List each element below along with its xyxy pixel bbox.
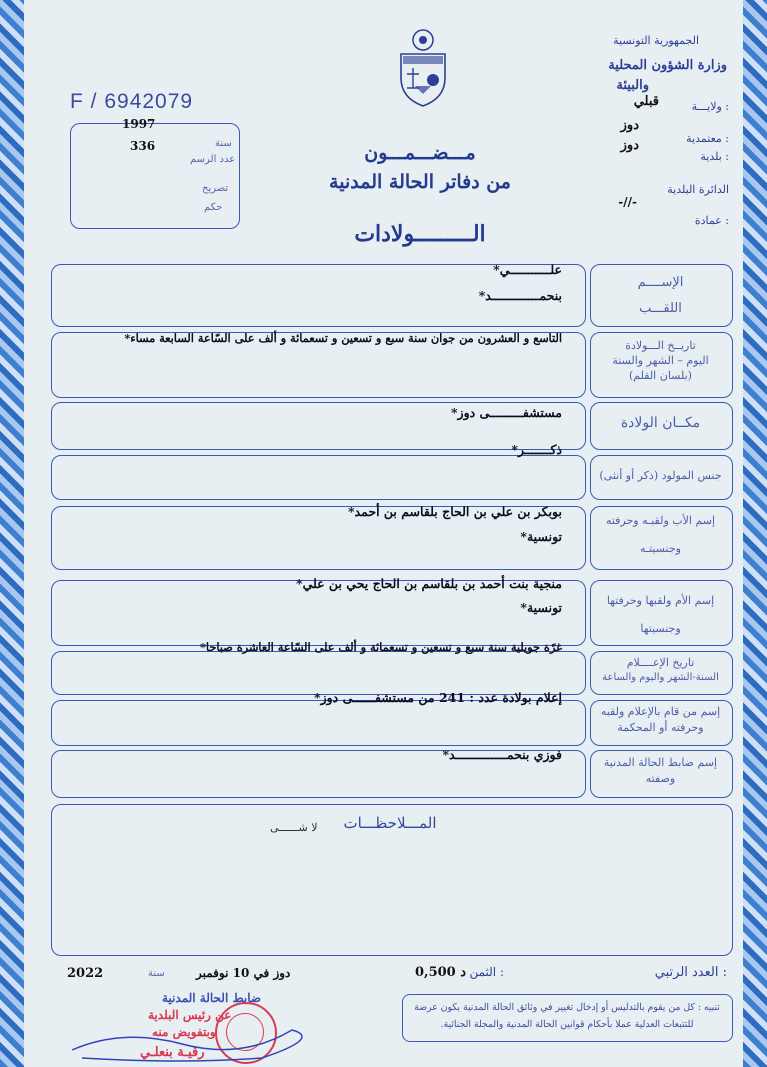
declaration-date-label: تاريخ الإعــــلام <box>626 656 695 669</box>
officer-value: فوزي بنحمــــــــــــــد* <box>442 747 562 762</box>
officer-label: إسم ضابط الحالة المدنية <box>603 756 718 769</box>
title-line-1: مـــضـــمـــون <box>364 142 476 164</box>
mother-nationality: تونسية* <box>520 600 562 615</box>
decorative-border-right <box>743 0 767 1067</box>
mother-value: منجية بنت أحمد بن بلقاسم بن الحاج يحي بن علي* <box>296 576 562 591</box>
birth-place-value: مستشفـــــــــى دوز* <box>451 405 562 420</box>
father-value: بوبكر بن علي بن الحاج بلقاسم بن أحمد* <box>348 504 562 519</box>
header-ministry: وزارة الشؤون المحلية <box>608 58 727 73</box>
daira-value: -//- <box>618 195 637 209</box>
surname-label: اللقـــب <box>639 301 682 316</box>
signature-line-2: وبتفويض منه <box>152 1025 216 1039</box>
title-line-3: الـــــــــولادات <box>354 221 486 247</box>
decorative-border-left <box>0 0 24 1067</box>
declarant-value: إعلام بولادة عدد : 241 من مستشفــــــى دوز* <box>314 690 562 705</box>
registry-ruling-label: حكم <box>204 202 223 213</box>
birth-date-label-2: اليوم – الشهر والسنة <box>612 354 709 367</box>
signature-name: رقيـة بنعلـي <box>140 1045 205 1060</box>
birth-place-label: مكــان الولادة <box>620 415 701 431</box>
wilaya-label: ولايـــة : <box>691 100 729 113</box>
sex-value: ذكـــــــر* <box>511 442 562 457</box>
father-label: إسم الأب ولقبـه وحرفته <box>605 514 716 527</box>
name-label: الإســــم <box>637 275 684 290</box>
daira-label: الدائرة البلدية <box>667 183 729 196</box>
motamadia-label: معتمدية : <box>686 132 729 145</box>
name-value: علـــــــــــي* <box>493 262 562 277</box>
declaration-date-label-2: السنة-الشهر واليوم والساعة <box>602 672 719 683</box>
signature-scribble <box>62 1008 332 1064</box>
year-value: 2022 <box>67 966 104 981</box>
serial-number: F / 6942079 <box>70 90 194 113</box>
coat-of-arms-emblem <box>393 28 453 108</box>
declarant-value-box <box>51 700 586 746</box>
sex-value-box <box>51 455 586 500</box>
mother-label-2: وجنسيتها <box>640 622 681 635</box>
declaration-date-value-box <box>51 651 586 695</box>
title-line-2: من دفاتر الحالة المدنية <box>329 171 511 193</box>
price-value: 0,500 د <box>415 965 467 980</box>
place-date: دوز في 10 نوفمبر <box>196 966 291 980</box>
mother-label-box <box>590 580 733 646</box>
signature-line-1: عن رئيس البلدية <box>148 1008 232 1022</box>
registry-number-label: عدد الرسم <box>190 154 236 165</box>
notice-text: تنبيه : كل من يقوم بالتدليس أو إدخال تغيير في وثائق الحالة المدنية يكون عرضة للتتبعات العدلية عملا بأحكام قوانين الحالة المدنية والمجلة الجنائية. <box>414 1002 720 1030</box>
declaration-date-value: غرّة جويلية سنة سبع و تسعين و تسعمائة و ألف على السّاعة العاشرة صباحا* <box>199 640 562 654</box>
surname-value: بنحمـــــــــــــد* <box>478 288 562 303</box>
motamadia-value: دوز <box>620 118 639 133</box>
sex-label: جنس المولود (ذكر أو أنثى) <box>599 469 722 482</box>
baladia-value: دوز <box>620 138 639 153</box>
header-republic: الجمهورية التونسية <box>613 34 699 47</box>
birth-date-label-3: (بلسان القلم) <box>629 369 692 382</box>
baladia-label: بلدية : <box>700 150 729 163</box>
registry-year-label: سنة <box>215 138 232 149</box>
father-label-2: وجنسيتـه <box>639 542 681 555</box>
name-label-box <box>590 264 733 327</box>
registry-number-value: 336 <box>130 139 156 153</box>
mother-label: إسم الأم ولقبها وحرفتها <box>606 594 715 607</box>
declarant-label: إسم من قام بالإعلام ولقبه <box>600 705 721 718</box>
birth-date-label: تاريــخ الـــولادة <box>625 339 696 352</box>
remarks-value: لا شــــــى <box>270 821 318 834</box>
remarks-label: المـــلاحظـــات <box>343 814 437 832</box>
father-nationality: تونسية* <box>520 529 562 544</box>
imada-label: عمادة : <box>694 214 729 227</box>
price-label: الثمن : <box>469 965 504 979</box>
officer-label-2: وصفته <box>645 772 676 785</box>
birth-date-value: التاسع و العشرون من جوان سنة سبع و تسعين و تسعمائة و ألف على السّاعة السابعة مساء* <box>124 331 562 345</box>
registry-declaration-label: تصريح <box>202 183 229 194</box>
officer-title: ضابط الحالة المدنية <box>162 991 262 1005</box>
header-ministry-2: والبيئة <box>616 78 649 93</box>
order-number-label: العدد الرتبي : <box>654 965 727 980</box>
year-label: سنة <box>148 968 165 979</box>
declarant-label-2: وحرفته أو المحكمة <box>617 721 704 734</box>
wilaya-value: قبلي <box>633 94 659 109</box>
registry-year-value: 1997 <box>122 117 156 131</box>
